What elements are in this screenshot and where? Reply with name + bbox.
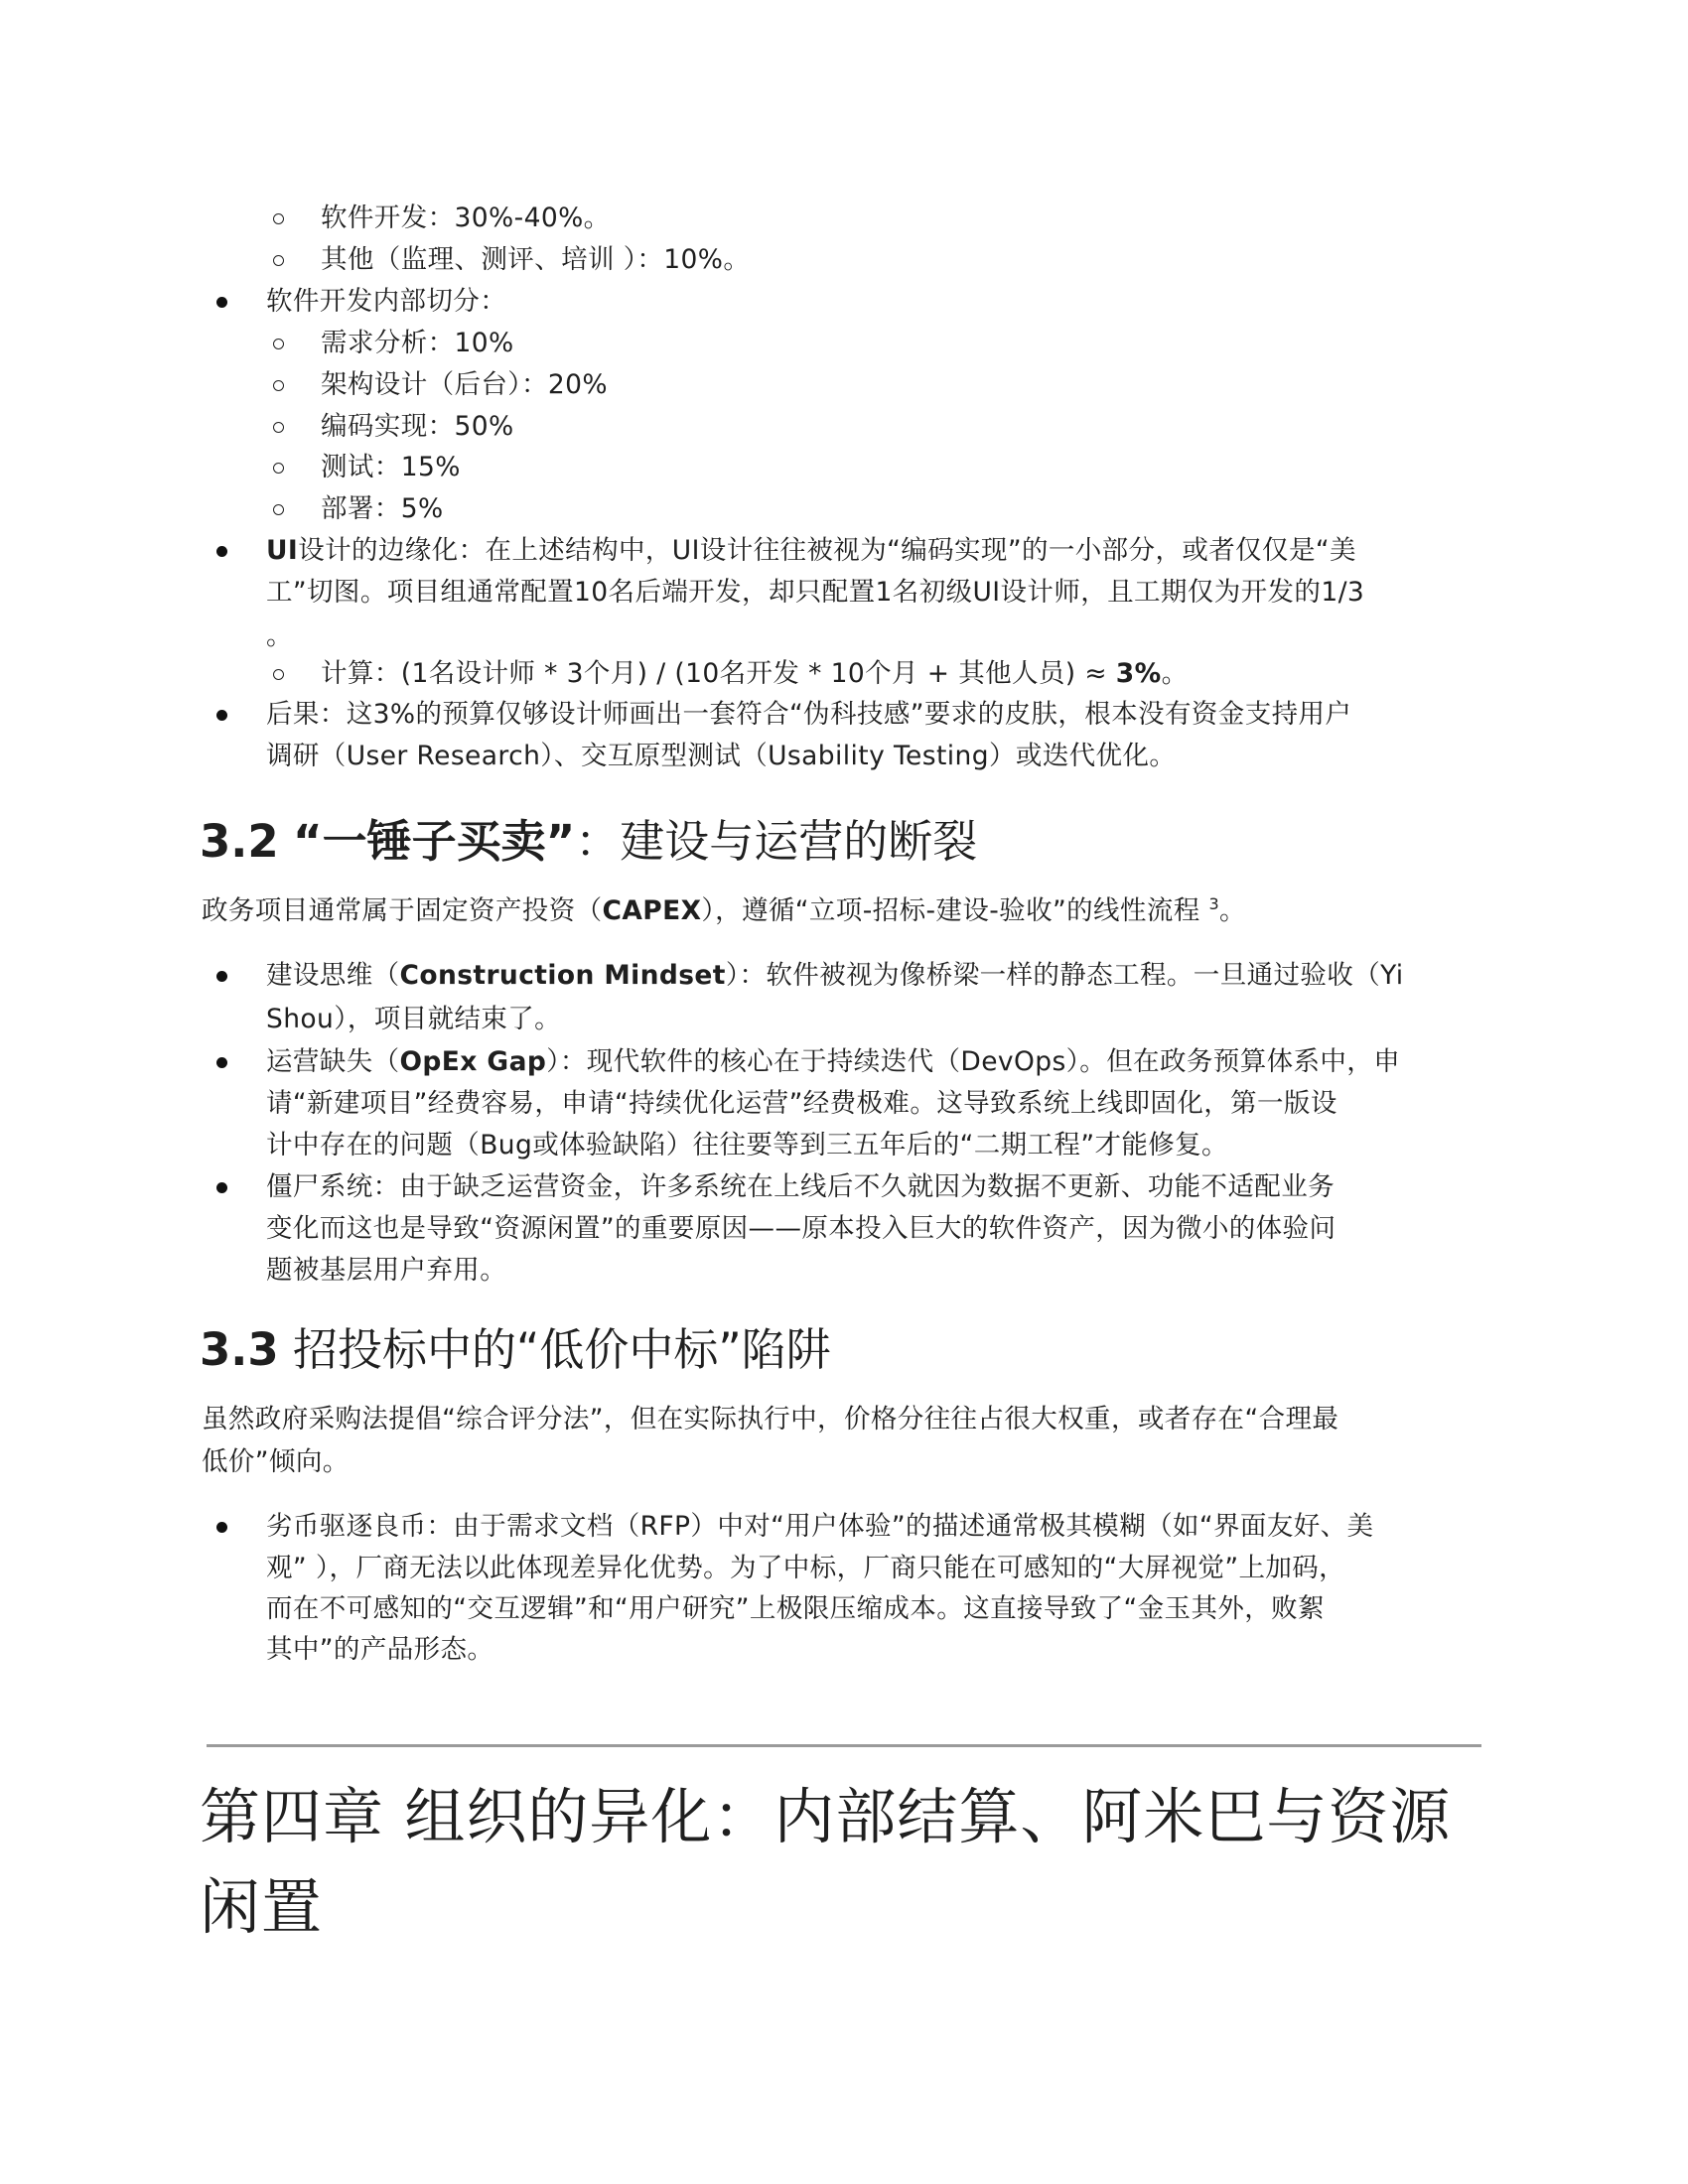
- text-run: ）：现代软件的核心在于持续迭代（DevOps）。但在政务预算体系中，申: [546, 1046, 1401, 1077]
- section-number: 3.2: [200, 815, 279, 868]
- disc-bullet-icon: [216, 710, 227, 721]
- split-item-architecture: 架构设计（后台）：20%: [321, 369, 608, 400]
- text-run: 其中”的产品形态。: [266, 1634, 494, 1665]
- heading-quote: “一锤子买卖”: [293, 815, 576, 868]
- circle-bullet-icon: [273, 669, 284, 680]
- zombie-system-line-2: [266, 1208, 1336, 1250]
- text-run: 工”切图。项目组通常配置10名后端开发，却只配置1名初级UI设计师，且工期仅为开发的1/3: [266, 577, 1365, 608]
- construction-mindset-line-1: [266, 955, 1404, 997]
- opex-gap-line-2: [266, 1083, 1337, 1125]
- section-3-2-heading: [200, 812, 977, 872]
- text-run: 而在不可感知的“交互逻辑”和“用户研究”上极限压缩成本。这直接导致了“金玉其外，败絮: [266, 1593, 1325, 1624]
- zombie-system-line-1: [266, 1166, 1335, 1208]
- ui-calculation: [321, 653, 1189, 695]
- ui-marginalization-line-2: [266, 572, 1364, 614]
- disc-bullet-icon: [216, 1057, 227, 1068]
- ui-marginalization-line-3: [266, 615, 293, 657]
- text-run: 后果：这3%的预算仅够设计师画出一套符合“伪科技感”要求的皮肤，根本没有资金支持用户: [266, 699, 1352, 730]
- text-run: 观” ），厂商无法以此体现差异化优势。为了中标，厂商只能在可感知的“大屏视觉”上加码，: [266, 1553, 1346, 1583]
- bold-term: CAPEX: [602, 895, 702, 926]
- construction-mindset-line-2: [266, 999, 561, 1040]
- circle-bullet-icon: [273, 380, 284, 391]
- text-run: 请“新建项目”经费容易，申请“持续优化运营”经费极难。这导致系统上线即固化，第一版设: [266, 1088, 1337, 1119]
- opex-gap-line-3: [266, 1125, 1228, 1166]
- text-run: 劣币驱逐良币：由于需求文档（RFP）中对“用户体验”的描述通常极其模糊（如“界面友好、美: [266, 1511, 1374, 1542]
- text-run: ）：软件被视为像桥梁一样的静态工程。一旦通过验收（Yi: [725, 960, 1404, 991]
- circle-bullet-icon: [273, 339, 284, 349]
- opex-gap-line-1: [266, 1041, 1400, 1083]
- text-run: Shou），项目就结束了。: [266, 1004, 562, 1034]
- text-run: 。: [1161, 658, 1189, 689]
- bold-term: UI: [266, 535, 299, 566]
- text-run: 政务项目通常属于固定资产投资（: [202, 895, 603, 926]
- section-divider: [207, 1744, 1481, 1747]
- section-number: 3.3: [200, 1323, 279, 1376]
- consequence-line-2: [266, 736, 1176, 777]
- bad-money-line-1: [266, 1506, 1373, 1548]
- text-run: 。: [266, 620, 293, 651]
- bold-term: 3%: [1115, 658, 1162, 689]
- software-split-label: 软件开发内部切分：: [266, 286, 507, 317]
- split-item-coding: 编码实现：50%: [321, 411, 514, 442]
- text-run: 调研（User Research）、交互原型测试（Usability Testing）或迭代优化。: [266, 741, 1177, 771]
- bad-money-line-3: [266, 1588, 1325, 1630]
- section-3-3-intro-line-1: 虽然政府采购法提倡“综合评分法”，但在实际执行中，价格分往往占很大权重，或者存在“合理最: [202, 1404, 1339, 1434]
- bad-money-line-2: [266, 1548, 1345, 1589]
- text-run: 建设思维（: [266, 960, 400, 991]
- circle-bullet-icon: [273, 504, 284, 515]
- section-3-3-intro-line-2: 低价”倾向。: [202, 1446, 350, 1477]
- bad-money-line-4: [266, 1629, 493, 1671]
- circle-bullet-icon: [273, 255, 284, 266]
- heading-rest: ：建设与运营的断裂: [575, 815, 978, 868]
- budget-item-other: 其他（监理、测评、培训 ）：10%。: [321, 244, 751, 275]
- section-3-3-heading: [200, 1320, 831, 1380]
- consequence-line-1: [266, 694, 1351, 736]
- circle-bullet-icon: [273, 422, 284, 433]
- disc-bullet-icon: [216, 546, 227, 557]
- zombie-system-line-3: [266, 1250, 506, 1292]
- disc-bullet-icon: [216, 1182, 227, 1193]
- disc-bullet-icon: [216, 297, 227, 308]
- text-run: 计中存在的问题（Bug或体验缺陷）往往要等到三五年后的“二期工程”才能修复。: [266, 1130, 1228, 1160]
- text-run: 题被基层用户弃用。: [266, 1255, 507, 1286]
- ui-marginalization-line-1: [266, 530, 1356, 572]
- split-item-requirements: 需求分析：10%: [321, 328, 514, 358]
- text-run: ），遵循“立项-招标-建设-验收”的线性流程: [701, 895, 1209, 926]
- split-item-deployment: 部署：5%: [321, 493, 444, 524]
- footnote-ref[interactable]: 3: [1208, 894, 1220, 913]
- text-run: 运营缺失（: [266, 1046, 400, 1077]
- circle-bullet-icon: [273, 213, 284, 224]
- split-item-testing: 测试：15%: [321, 452, 461, 482]
- text-run: 变化而这也是导致“资源闲置”的重要原因——原本投入巨大的软件资产，因为微小的体验问: [266, 1213, 1336, 1244]
- bold-term: Construction Mindset: [399, 960, 726, 991]
- chapter-4-title-line-1: 第四章 组织的异化：内部结算、阿米巴与资源: [200, 1782, 1452, 1852]
- circle-bullet-icon: [273, 463, 284, 474]
- bold-term: OpEx Gap: [399, 1046, 547, 1077]
- disc-bullet-icon: [216, 971, 227, 982]
- text-run: 僵尸系统：由于缺乏运营资金，许多系统在上线后不久就因为数据不更新、功能不适配业务: [266, 1171, 1335, 1202]
- budget-item-software: 软件开发：30%-40%。: [321, 203, 611, 233]
- text-run: 计算：(1名设计师 * 3个月) / (10名开发 * 10个月 + 其他人员) ≈: [321, 658, 1116, 689]
- text-run: 设计的边缘化：在上述结构中，UI设计往往被视为“编码实现”的一小部分，或者仅仅是“美: [298, 535, 1356, 566]
- section-3-2-intro: [202, 890, 1246, 932]
- chapter-4-title-line-2: 闲置: [200, 1872, 324, 1943]
- heading-text: 招投标中的“低价中标”陷阱: [293, 1323, 831, 1376]
- disc-bullet-icon: [216, 1522, 227, 1533]
- text-run: 。: [1219, 895, 1246, 926]
